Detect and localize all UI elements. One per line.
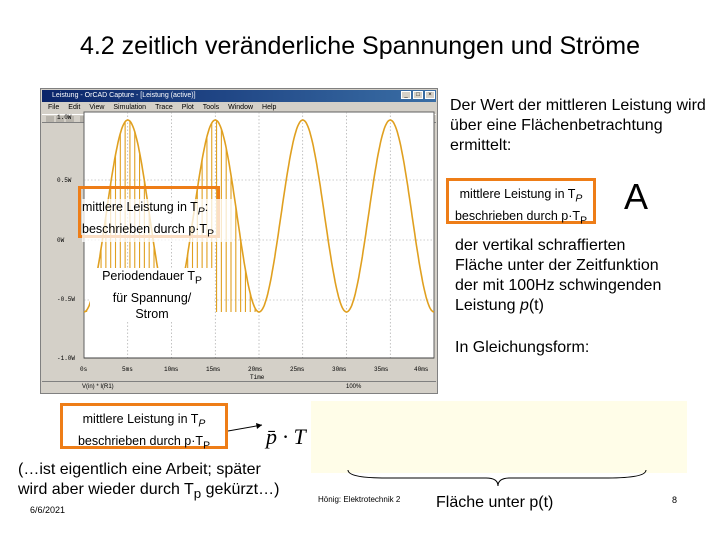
y-tick-label: -0.5W — [57, 296, 76, 303]
x-tick-label: 0s — [80, 366, 88, 373]
y-tick-label: 0W — [57, 237, 65, 244]
curly-brace-icon — [346, 468, 650, 488]
x-tick-label: 35ms — [374, 366, 389, 373]
x-tick-label: 10ms — [164, 366, 179, 373]
formula-area — [311, 401, 687, 473]
menu-simulation[interactable]: Simulation — [113, 104, 147, 111]
zoom-percent: 100% — [346, 384, 362, 390]
x-tick-label: 30ms — [332, 366, 347, 373]
mean-power-label-left: mittlere Leistung in $T_P$: beschrieben durch $p\cdot T_P$ — [82, 199, 232, 242]
x-tick-label: 20ms — [248, 366, 263, 373]
menu-view[interactable]: View — [89, 104, 105, 111]
area-under-curve-label: Fläche unter p(t) — [436, 494, 554, 511]
menu-trace[interactable]: Trace — [155, 104, 173, 111]
intro-text: Der Wert der mittleren Leistung wird über eine Flächenbetrachtung ermittelt: — [450, 97, 706, 154]
period-label: Periodendauer $T_P$ für Spannung/ Strom — [90, 268, 214, 322]
formula-p-times-T: p̄ · T — [266, 424, 306, 449]
window-title-bar: Leistung - OrCAD Capture - [Leistung (active)] — [42, 90, 436, 102]
minimize-icon[interactable]: _ — [401, 91, 411, 99]
y-tick-label: -1.0W — [57, 355, 76, 362]
y-tick-label: 0.5W — [57, 177, 72, 184]
menu-window[interactable]: Window — [228, 104, 254, 111]
x-axis-label: Time — [250, 374, 265, 381]
x-tick-label: 25ms — [290, 366, 305, 373]
y-tick-label: 1.0W — [57, 114, 72, 121]
note-text: (…ist eigentlich eine Arbeit; später wird aber wieder durch $T_p$ gekürzt…) — [18, 461, 280, 502]
footer-date: 6/6/2021 — [30, 505, 66, 515]
close-icon[interactable]: × — [425, 91, 435, 99]
footer-course: Hönig: Elektrotechnik 2 — [318, 495, 401, 504]
equation-form-label: In Gleichungsform: — [455, 339, 590, 356]
trace-legend: V(in) * I(R1) — [82, 384, 114, 390]
menu-plot[interactable]: Plot — [181, 104, 194, 111]
menu-edit[interactable]: Edit — [68, 104, 81, 111]
menu-tools[interactable]: Tools — [202, 104, 220, 111]
slide-title: 4.2 zeitlich veränderliche Spannungen und Ströme — [79, 32, 641, 60]
mean-power-box-bottom: mittlere Leistung in $T_P$ beschrieben durch $p\cdot T_P$ — [60, 403, 228, 449]
arrow-icon — [228, 420, 268, 436]
x-tick-label: 5ms — [122, 366, 133, 373]
x-tick-label: 40ms — [414, 366, 429, 373]
menu-file[interactable]: File — [48, 104, 60, 111]
footer-page-number: 8 — [672, 495, 678, 505]
mean-power-box-right: mittlere Leistung in $T_P$ beschrieben durch $p\cdot T_P$ — [446, 178, 596, 224]
status-bar — [42, 381, 436, 391]
area-description: der vertikal schraffierten Fläche unter der Zeitfunktion der mit 100Hz schwingenden Leistung p(t) — [455, 237, 662, 314]
area-symbol: A — [624, 176, 649, 217]
menu-help[interactable]: Help — [262, 104, 277, 111]
maximize-icon[interactable]: □ — [413, 91, 423, 99]
x-tick-label: 15ms — [206, 366, 221, 373]
